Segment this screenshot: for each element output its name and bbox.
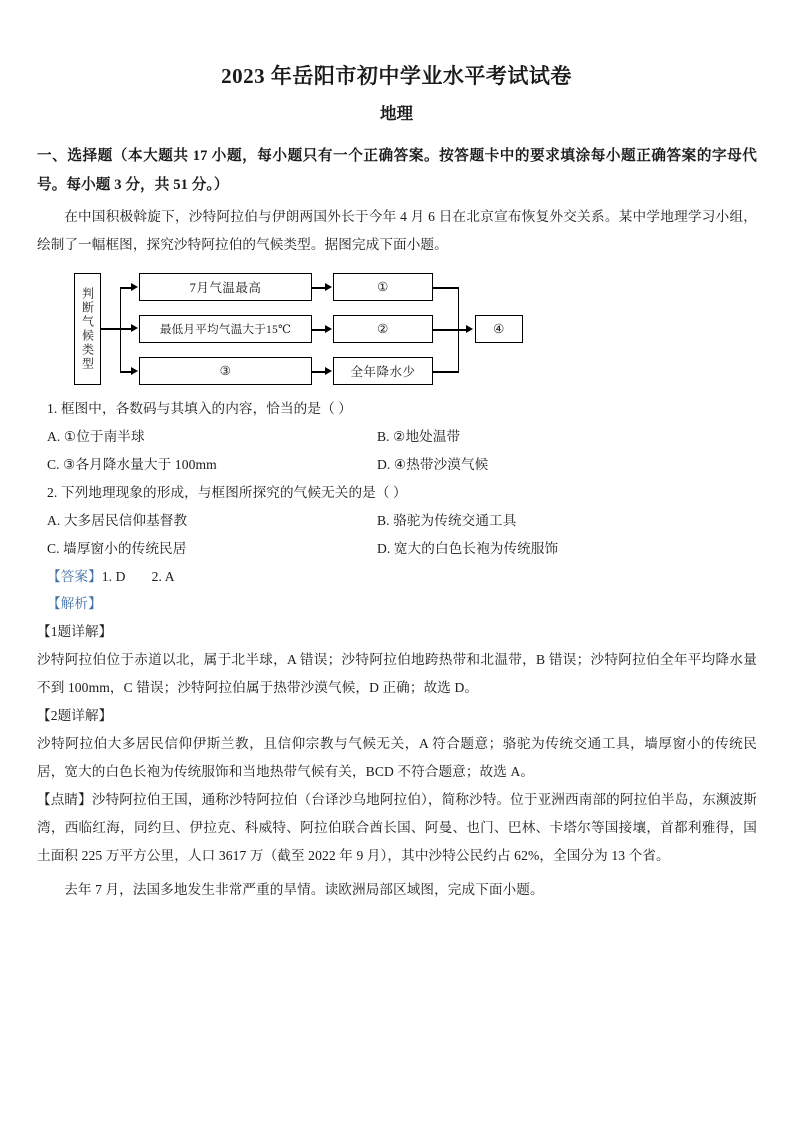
arrow-into-row3-right xyxy=(325,367,332,375)
question-2-option-a[interactable]: A. 大多居民信仰基督教 xyxy=(47,512,188,528)
question-2-option-b[interactable]: B. 骆驼为传统交通工具 xyxy=(377,512,517,528)
answer-1: 1. D xyxy=(101,568,126,584)
connector-row3-mid xyxy=(312,371,326,372)
connector-start-out xyxy=(101,328,121,329)
detail-2-label: 【2题详解】 xyxy=(37,708,113,724)
flowchart-row2-right-box xyxy=(333,315,433,343)
flowchart-row3-left-box xyxy=(139,357,312,385)
flowchart-row1-left-label: 7月气温最高 xyxy=(189,281,262,296)
flowchart-row2-left-box xyxy=(139,315,312,343)
flowchart-row1-left-box xyxy=(139,273,312,301)
key-point-text: 沙特阿拉伯王国，通称沙特阿拉伯（台译沙乌地阿拉伯），简称沙特。位于亚洲西南部的阿拉伯半岛，东濒波斯湾，西临红海，同约旦、伊拉克、科威特、阿拉伯联合酋长国、阿曼、也门、巴林、卡塔尔等国接壤，首都利雅得，国土面积 225 万平方公里，人口 3617 万（截至 2022 年 9 月），其中沙特公民约占 62%，全国分为 13 个省。 xyxy=(37,791,757,863)
arrow-into-row1-right xyxy=(325,283,332,291)
flowchart-row2-left-label: 最低月平均气温大于15℃ xyxy=(159,323,292,337)
page-title: 2023 年岳阳市初中学业水平考试试卷 xyxy=(221,64,572,88)
question-2-option-d[interactable]: D. 宽大的白色长袍为传统服饰 xyxy=(377,540,559,556)
answer-2: 2. A xyxy=(151,568,175,584)
question-1-option-a[interactable]: A. ①位于南半球 xyxy=(47,429,145,445)
arrow-into-row2-left xyxy=(131,324,138,332)
flowchart-row1-right-label: ① xyxy=(377,280,389,295)
flowchart-start-box xyxy=(74,273,101,385)
key-point-paragraph xyxy=(37,786,757,870)
question-2-option-c[interactable]: C. 墙厚窗小的传统民居 xyxy=(47,540,187,556)
flowchart-row3-left-label: ③ xyxy=(219,364,232,379)
question-1-stem: 1. 框图中，各数码与其填入的内容，恰当的是（ ） xyxy=(47,401,352,417)
flowchart-row3-right-label: 全年降水少 xyxy=(350,365,416,380)
flowchart-row3-right-box xyxy=(333,357,433,385)
detail-2-text: 沙特阿拉伯大多居民信仰伊斯兰教，且信仰宗教与气候无关，A 符合题意；骆驼为传统交通工具，墙厚窗小的传统民居，宽大的白色长袍为传统服饰和当地热带气候有关，BCD 不符合题意；故选 A。 xyxy=(37,735,757,779)
flowchart-end-label: ④ xyxy=(493,322,505,337)
question-1-option-c[interactable]: C. ③各月降水量大于 100mm xyxy=(47,457,217,473)
arrow-into-end xyxy=(466,325,473,333)
arrow-into-row3-left xyxy=(131,367,138,375)
question-1-option-d[interactable]: D. ④热带沙漠气候 xyxy=(377,457,489,473)
question-2-options-row-1 xyxy=(37,507,757,535)
material-2-intro: 去年 7 月，法国多地发生非常严重的旱情。读欧洲局部区域图，完成下面小题。 xyxy=(64,881,544,897)
answer-label: 【答案】 xyxy=(47,568,102,584)
question-1-option-b[interactable]: B. ②地处温带 xyxy=(377,429,461,445)
material-1-intro: 在中国积极斡旋下，沙特阿拉伯与伊朗两国外长于今年 4 月 6 日在北京宣布恢复外交关系。某中学地理学习小组，绘制了一幅框图，探究沙特阿拉伯的气候类型。据图完成下面小题。 xyxy=(37,209,757,253)
question-1-options-row-1 xyxy=(37,423,757,451)
flowchart-row2-right-label: ② xyxy=(377,322,389,337)
flowchart-end-box xyxy=(475,315,523,343)
connector-row2-out xyxy=(433,329,467,330)
climate-flowchart xyxy=(37,267,757,391)
answer-line xyxy=(37,563,757,591)
connector-row2-mid xyxy=(312,329,326,330)
arrow-into-row2-right xyxy=(325,325,332,333)
flowchart-start-label: 判断气候类型 xyxy=(80,287,95,372)
analysis-line xyxy=(37,590,757,618)
section-heading: 一、选择题（本大题共 17 小题，每小题只有一个正确答案。按答题卡中的要求填涂每小题正确答案的字母代号。每小题 3 分，共 51 分。） xyxy=(37,148,757,193)
flowchart-row1-right-box xyxy=(333,273,433,301)
page-content xyxy=(0,142,793,904)
connector-row1-out xyxy=(433,287,459,288)
question-1-options-row-2 xyxy=(37,451,757,479)
connector-row1-mid xyxy=(312,287,326,288)
subject-title: 地理 xyxy=(380,104,413,124)
connector-row3-out xyxy=(433,371,459,372)
question-2-stem: 2. 下列地理现象的形成，与框图所探究的气候无关的是（ ） xyxy=(47,484,407,500)
analysis-label: 【解析】 xyxy=(47,596,102,612)
key-point-label: 【点睛】 xyxy=(37,791,92,807)
arrow-into-row1-left xyxy=(131,283,138,291)
detail-1-label: 【1题详解】 xyxy=(37,624,113,640)
question-2-options-row-2 xyxy=(37,535,757,563)
detail-1-text: 沙特阿拉伯位于赤道以北，属于北半球，A 错误；沙特阿拉伯地跨热带和北温带，B 错误；沙特阿拉伯全年平均降水量不到 100mm，C 错误；沙特阿拉伯属于热带沙漠气候，D 正确；故选 D。 xyxy=(37,652,757,696)
